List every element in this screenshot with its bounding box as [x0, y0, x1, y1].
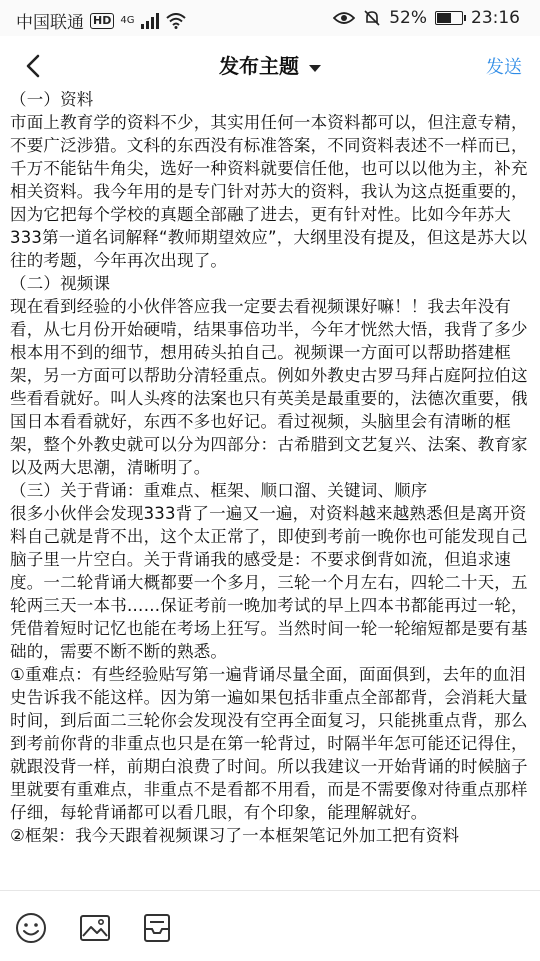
status-bar: [0, 0, 540, 36]
hd-icon: HD: [90, 13, 114, 29]
status-left: [16, 8, 186, 33]
smiley-icon[interactable]: [14, 911, 48, 945]
image-icon[interactable]: [78, 911, 112, 945]
caret-down-icon: [309, 65, 321, 72]
nav-bar: [0, 36, 540, 94]
paragraph: （一）资料: [10, 90, 94, 109]
battery-fill: [437, 13, 451, 23]
paragraph: （二）视频课: [10, 274, 111, 293]
page-title: 发布主题: [219, 54, 299, 78]
battery-icon: [435, 11, 463, 25]
signal-icon: [140, 13, 160, 29]
send-button[interactable]: 发送: [486, 57, 522, 78]
mute-bell-icon: [363, 9, 381, 27]
wifi-icon: [166, 13, 186, 29]
battery-percent: 52%: [389, 8, 427, 28]
paragraph: 很多小伙伴会发现333背了一遍又一遍，对资料越来越熟悉但是离开资料自己就是背不出，这个太正常了，即使到考前一晚你也可能发现自己脑子里一片空白。关于背诵我的感受是：不要求倒背如流，但追求速度。一二轮背诵大概都要一个多月，三轮一个月左右，四轮二十天，五轮两三天一本书……保证考前一晚加考试的早上四本书都能再过一轮，凭借着短时记忆也能在考场上狂写。当然时间一轮一轮缩短都是要有基础的，需要不断不断的熟悉。: [10, 504, 528, 661]
post-editor[interactable]: [10, 88, 532, 888]
draft-icon[interactable]: [140, 911, 174, 945]
title-dropdown[interactable]: [0, 50, 540, 79]
status-right: [333, 8, 520, 28]
clock: 23:16: [471, 8, 520, 28]
paragraph: （三）关于背诵：重难点、框架、顺口溜、关键词、顺序: [10, 481, 428, 500]
network-type: 4G: [120, 15, 135, 26]
eye-icon: [333, 10, 355, 26]
carrier-name: 中国联通: [16, 13, 84, 33]
bottom-toolbar: [0, 890, 540, 961]
paragraph: ①重难点：有些经验贴写第一遍背诵尽量全面，面面俱到，去年的血泪史告诉我不能这样。因为第一遍如果包括非重点全部都背，会消耗大量时间，到后面二三轮你会发现没有空再全面复习，只能挑重点背，那么到考前你背的非重点也只是在第一轮背过，时隔半年怎可能还记得住，就跟没背一样，前期白浪费了时间。所以我建议一开始背诵的时候脑子里就要有重难点，非重点不是看都不用看，而是不需要像对待重点那样仔细，每轮背诵都可以看几眼，有个印象，能理解就好。: [10, 665, 528, 822]
paragraph: 市面上教育学的资料不少，其实用任何一本资料都可以，但注意专精，不要广泛涉猎。文科的东西没有标准答案，不同资料表述不一样而已，千万不能钻牛角尖，选好一种资料就要信任他，也可以以他为主，补充相关资料。我今年用的是专门针对苏大的资料，我认为这点挺重要的，因为它把每个学校的真题全部融了进去，更有针对性。比如今年苏大333第一道名词解释“教师期望效应”，大纲里没有提及，但这是苏大以往的考题，今年再次出现了。: [10, 113, 528, 270]
paragraph: ②框架：我今天跟着视频课习了一本框架笔记外加工把有资料: [10, 826, 460, 845]
paragraph: 现在看到经验的小伙伴答应我一定要去看视频课好嘛！！我去年没有看，从七月份开始硬啃，结果事倍功半，今年才恍然大悟，我背了多少根本用不到的细节，想用砖头拍自己。视频课一方面可以帮助搭建框架，另一方面可以帮助分清轻重点。例如外教史古罗马拜占庭阿拉伯这些看看就好。叫人头疼的法案也只有英美是最重要的，法德次重要，俄国日本看看就好，东西不多也好记。看过视频，头脑里会有清晰的框架，整个外教史就可以分为四部分：古希腊到文艺复兴、法案、教育家以及两大思潮，清晰明了。: [10, 297, 528, 477]
